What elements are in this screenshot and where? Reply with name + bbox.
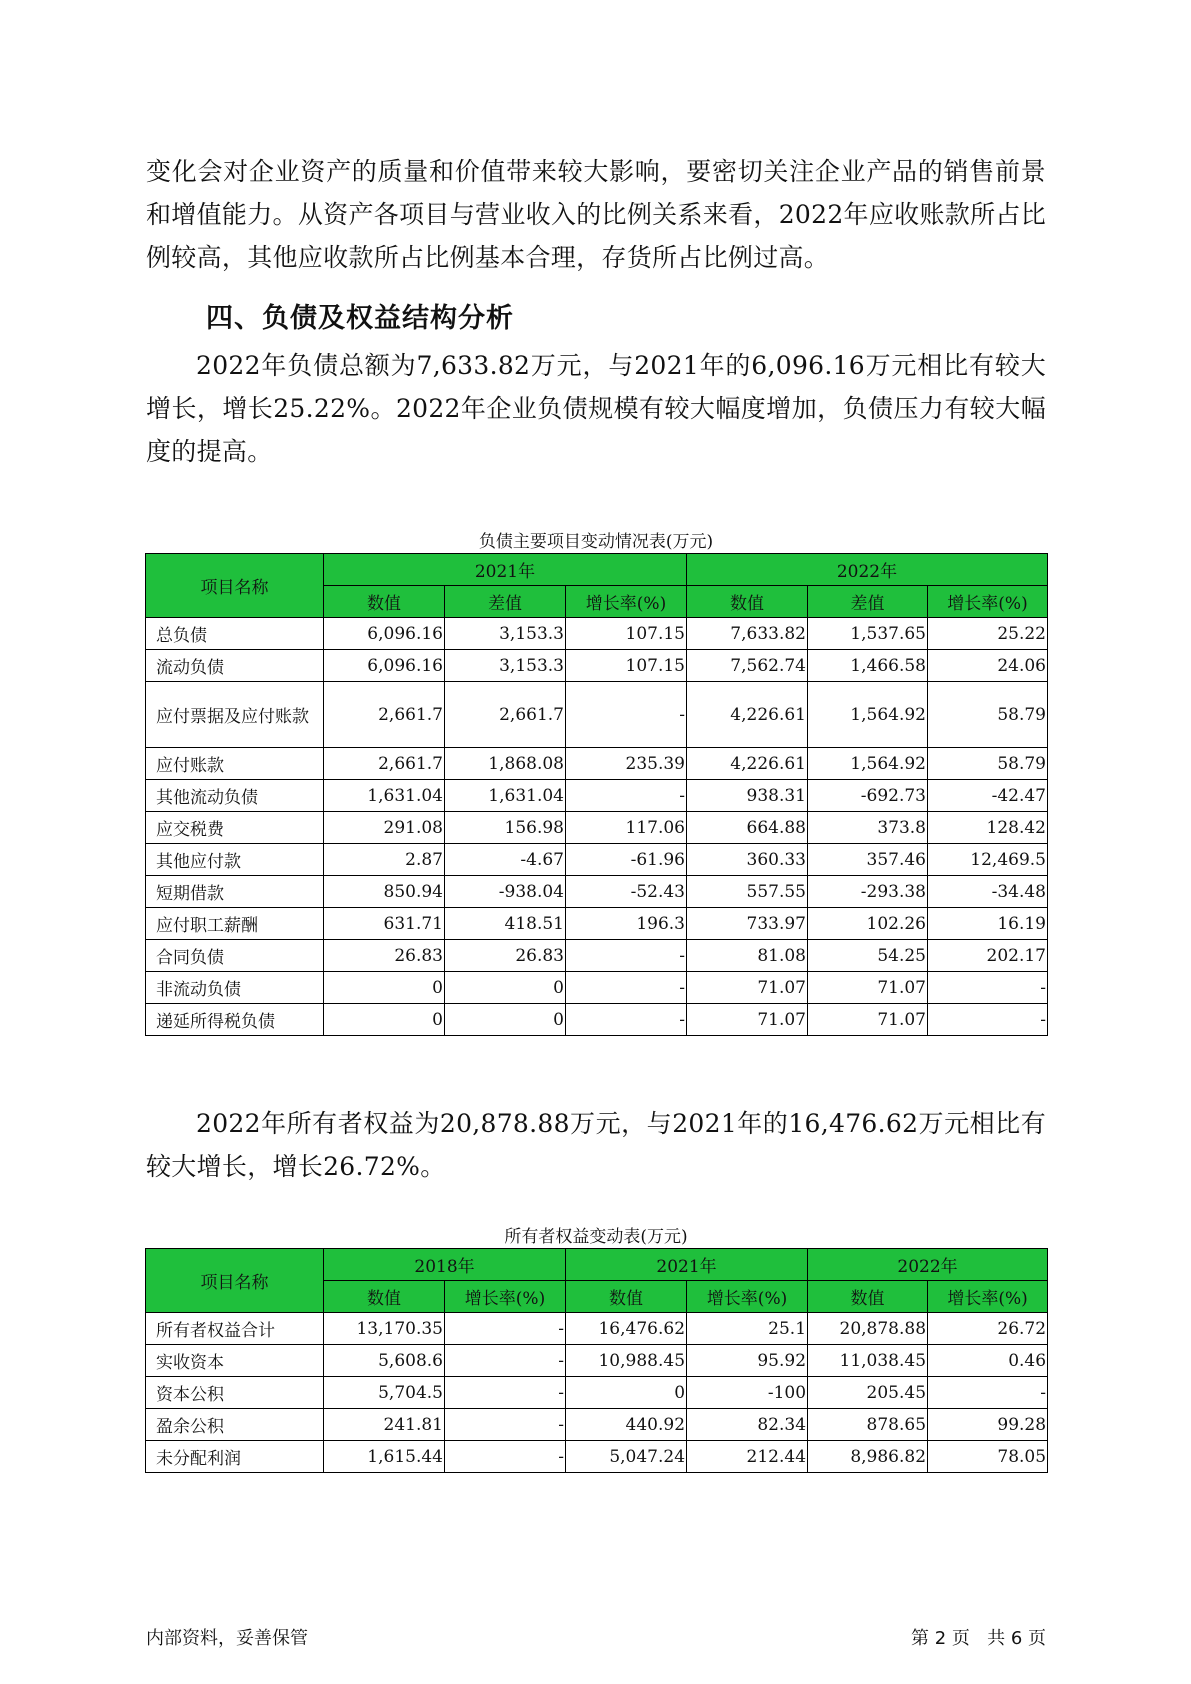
- cell-rate: 25.22: [928, 618, 1048, 650]
- table-row: [146, 940, 1048, 972]
- cell-rate: 58.79: [928, 682, 1048, 748]
- cell-diff: -4.67: [445, 844, 566, 876]
- cell-rate: -: [445, 1377, 566, 1409]
- cell-value: 81.08: [687, 940, 808, 972]
- cell-diff: 26.83: [445, 940, 566, 972]
- cell-value: 13,170.35: [324, 1313, 445, 1345]
- cell-rate: 128.42: [928, 812, 1048, 844]
- cell-diff: 1,564.92: [808, 682, 928, 748]
- cell-diff: -692.73: [808, 780, 928, 812]
- cell-diff: 1,868.08: [445, 748, 566, 780]
- row-label: 未分配利润: [146, 1441, 324, 1473]
- cell-rate: -: [928, 1377, 1048, 1409]
- cell-diff: 54.25: [808, 940, 928, 972]
- cell-diff: 3,153.3: [445, 650, 566, 682]
- table-row: [146, 650, 1048, 682]
- header-value: 数值: [687, 586, 808, 618]
- liability-table-caption: 负债主要项目变动情况表(万元): [478, 532, 714, 552]
- cell-rate: 212.44: [687, 1441, 808, 1473]
- cell-value: 4,226.61: [687, 748, 808, 780]
- cell-value: 7,633.82: [687, 618, 808, 650]
- cell-value: 205.45: [808, 1377, 928, 1409]
- cell-value: 2,661.7: [324, 748, 445, 780]
- table-row: [146, 908, 1048, 940]
- cell-diff: 418.51: [445, 908, 566, 940]
- equity-table: [145, 1248, 1048, 1473]
- liability-table: [145, 553, 1048, 1036]
- cell-value: 938.31: [687, 780, 808, 812]
- header-diff: 差值: [808, 586, 928, 618]
- header-year-2021: 2021年: [566, 1249, 808, 1281]
- cell-rate: -: [445, 1409, 566, 1441]
- cell-value: 7,562.74: [687, 650, 808, 682]
- cell-rate: -42.47: [928, 780, 1048, 812]
- cell-rate: -61.96: [566, 844, 687, 876]
- cell-rate: 196.3: [566, 908, 687, 940]
- cell-value: 440.92: [566, 1409, 687, 1441]
- header-item-name: 项目名称: [146, 1249, 324, 1313]
- cell-value: 850.94: [324, 876, 445, 908]
- cell-value: 5,608.6: [324, 1345, 445, 1377]
- cell-value: 878.65: [808, 1409, 928, 1441]
- cell-rate: 58.79: [928, 748, 1048, 780]
- cell-value: 71.07: [687, 1004, 808, 1036]
- cell-rate: 25.1: [687, 1313, 808, 1345]
- row-label: 短期借款: [146, 876, 324, 908]
- table-row: [146, 812, 1048, 844]
- row-label: 非流动负债: [146, 972, 324, 1004]
- header-value: 数值: [566, 1281, 687, 1313]
- cell-value: 1,615.44: [324, 1441, 445, 1473]
- row-label: 递延所得税负债: [146, 1004, 324, 1036]
- cell-value: 5,704.5: [324, 1377, 445, 1409]
- cell-diff: 0: [445, 972, 566, 1004]
- table-row: [146, 780, 1048, 812]
- table-row: [146, 1377, 1048, 1409]
- table-row: [146, 876, 1048, 908]
- table-row: [146, 1441, 1048, 1473]
- cell-rate: -: [445, 1313, 566, 1345]
- cell-diff: 1,631.04: [445, 780, 566, 812]
- header-item-name: 项目名称: [146, 554, 324, 618]
- row-label: 应付职工薪酬: [146, 908, 324, 940]
- cell-rate: 99.28: [928, 1409, 1048, 1441]
- table-row: [146, 1004, 1048, 1036]
- cell-rate: -34.48: [928, 876, 1048, 908]
- cell-rate: -: [566, 940, 687, 972]
- cell-rate: -52.43: [566, 876, 687, 908]
- cell-rate: -: [928, 1004, 1048, 1036]
- intro-paragraph: 变化会对企业资产的质量和价值带来较大影响，要密切关注企业产品的销售前景和增值能力。从资产各项目与营业收入的比例关系来看，2022年应收账款所占比例较高，其他应收款所占比例基本合理，存货所占比例过高。: [146, 157, 1046, 272]
- table-row: [146, 748, 1048, 780]
- equity-paragraph: 2022年所有者权益为20,878.88万元，与2021年的16,476.62万元相比有较大增长，增长26.72%。: [146, 1109, 1046, 1181]
- footer-page-number: 第 2 页 共 6 页: [911, 1628, 1046, 1649]
- cell-diff: 71.07: [808, 1004, 928, 1036]
- row-label: 其他流动负债: [146, 780, 324, 812]
- row-label: 实收资本: [146, 1345, 324, 1377]
- header-year-2022: 2022年: [687, 554, 1048, 586]
- header-value: 数值: [808, 1281, 928, 1313]
- cell-rate: -: [566, 972, 687, 1004]
- row-label: 资本公积: [146, 1377, 324, 1409]
- cell-value: 0: [324, 972, 445, 1004]
- cell-rate: 0.46: [928, 1345, 1048, 1377]
- cell-value: 16,476.62: [566, 1313, 687, 1345]
- cell-value: 0: [566, 1377, 687, 1409]
- cell-rate: -: [566, 780, 687, 812]
- cell-diff: 1,466.58: [808, 650, 928, 682]
- cell-diff: -938.04: [445, 876, 566, 908]
- cell-value: 664.88: [687, 812, 808, 844]
- cell-value: 4,226.61: [687, 682, 808, 748]
- cell-diff: 71.07: [808, 972, 928, 1004]
- cell-value: 71.07: [687, 972, 808, 1004]
- cell-value: 557.55: [687, 876, 808, 908]
- cell-value: 360.33: [687, 844, 808, 876]
- table-row: [146, 682, 1048, 748]
- cell-rate: 117.06: [566, 812, 687, 844]
- cell-rate: 107.15: [566, 618, 687, 650]
- cell-value: 20,878.88: [808, 1313, 928, 1345]
- section-heading: 四、负债及权益结构分析: [206, 303, 514, 334]
- cell-diff: 373.8: [808, 812, 928, 844]
- cell-diff: 156.98: [445, 812, 566, 844]
- cell-diff: 102.26: [808, 908, 928, 940]
- row-label: 盈余公积: [146, 1409, 324, 1441]
- equity-table-caption: 所有者权益变动表(万元): [504, 1227, 688, 1247]
- cell-value: 11,038.45: [808, 1345, 928, 1377]
- cell-value: 8,986.82: [808, 1441, 928, 1473]
- header-rate: 增长率(%): [566, 586, 687, 618]
- header-value: 数值: [324, 1281, 445, 1313]
- cell-value: 2.87: [324, 844, 445, 876]
- cell-diff: 3,153.3: [445, 618, 566, 650]
- cell-rate: -100: [687, 1377, 808, 1409]
- cell-rate: 12,469.5: [928, 844, 1048, 876]
- cell-value: 26.83: [324, 940, 445, 972]
- header-rate: 增长率(%): [687, 1281, 808, 1313]
- header-rate: 增长率(%): [928, 1281, 1048, 1313]
- cell-rate: -: [445, 1345, 566, 1377]
- cell-rate: 202.17: [928, 940, 1048, 972]
- table-row: [146, 1345, 1048, 1377]
- cell-value: 0: [324, 1004, 445, 1036]
- cell-rate: 78.05: [928, 1441, 1048, 1473]
- row-label: 应付账款: [146, 748, 324, 780]
- row-label: 应交税费: [146, 812, 324, 844]
- table-row: [146, 618, 1048, 650]
- header-year-2021: 2021年: [324, 554, 687, 586]
- table-row: [146, 1409, 1048, 1441]
- cell-rate: -: [928, 972, 1048, 1004]
- cell-rate: 82.34: [687, 1409, 808, 1441]
- cell-value: 2,661.7: [324, 682, 445, 748]
- table-row: [146, 972, 1048, 1004]
- cell-value: 241.81: [324, 1409, 445, 1441]
- cell-value: 5,047.24: [566, 1441, 687, 1473]
- row-label: 合同负债: [146, 940, 324, 972]
- table-row: [146, 844, 1048, 876]
- row-label: 其他应付款: [146, 844, 324, 876]
- header-year-2018: 2018年: [324, 1249, 566, 1281]
- cell-rate: 235.39: [566, 748, 687, 780]
- cell-rate: -: [445, 1441, 566, 1473]
- cell-value: 1,631.04: [324, 780, 445, 812]
- cell-value: 10,988.45: [566, 1345, 687, 1377]
- cell-rate: 107.15: [566, 650, 687, 682]
- cell-diff: 1,537.65: [808, 618, 928, 650]
- row-label: 所有者权益合计: [146, 1313, 324, 1345]
- row-label: 应付票据及应付账款: [146, 682, 324, 748]
- cell-rate: 26.72: [928, 1313, 1048, 1345]
- header-rate: 增长率(%): [445, 1281, 566, 1313]
- cell-value: 733.97: [687, 908, 808, 940]
- cell-rate: 16.19: [928, 908, 1048, 940]
- cell-rate: 95.92: [687, 1345, 808, 1377]
- cell-value: 6,096.16: [324, 650, 445, 682]
- header-year-2022: 2022年: [808, 1249, 1048, 1281]
- cell-diff: 357.46: [808, 844, 928, 876]
- table-row: [146, 1313, 1048, 1345]
- cell-value: 291.08: [324, 812, 445, 844]
- cell-value: 6,096.16: [324, 618, 445, 650]
- cell-diff: 2,661.7: [445, 682, 566, 748]
- footer-confidential-note: 内部资料，妥善保管: [146, 1628, 308, 1649]
- cell-value: 631.71: [324, 908, 445, 940]
- cell-diff: 0: [445, 1004, 566, 1036]
- cell-rate: -: [566, 682, 687, 748]
- row-label: 流动负债: [146, 650, 324, 682]
- header-value: 数值: [324, 586, 445, 618]
- liability-paragraph: 2022年负债总额为7,633.82万元，与2021年的6,096.16万元相比有较大增长，增长25.22%。2022年企业负债规模有较大幅度增加，负债压力有较大幅度的提高。: [146, 351, 1046, 466]
- header-diff: 差值: [445, 586, 566, 618]
- cell-rate: 24.06: [928, 650, 1048, 682]
- cell-rate: -: [566, 1004, 687, 1036]
- cell-diff: 1,564.92: [808, 748, 928, 780]
- row-label: 总负债: [146, 618, 324, 650]
- cell-diff: -293.38: [808, 876, 928, 908]
- header-rate: 增长率(%): [928, 586, 1048, 618]
